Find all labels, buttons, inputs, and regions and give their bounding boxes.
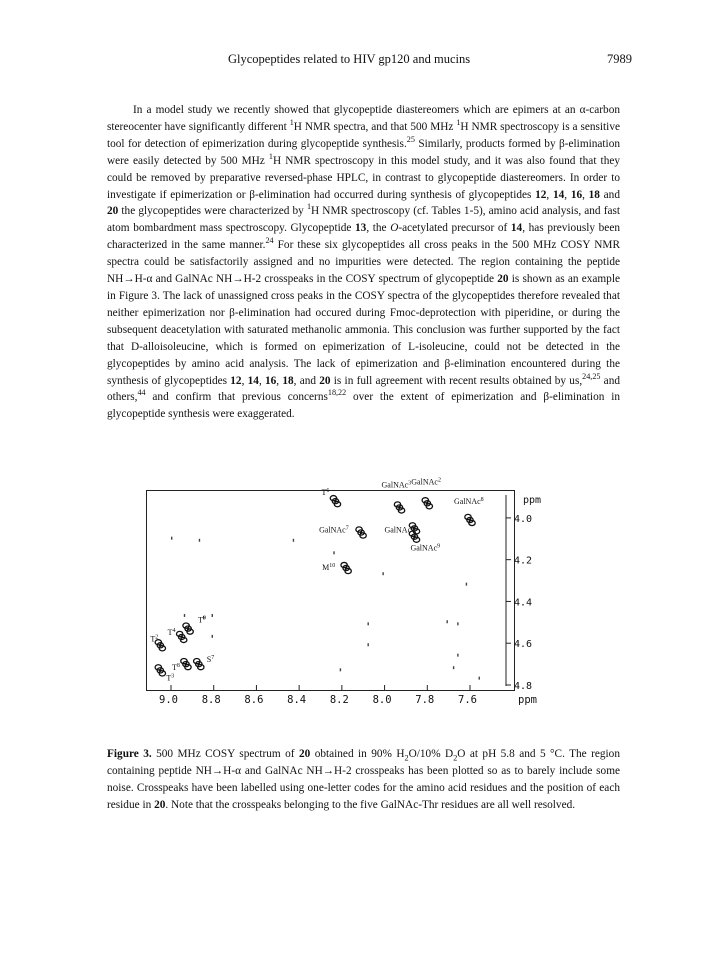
paragraph-run: 20 xyxy=(107,205,119,218)
y-tick-label: 4.6 xyxy=(514,639,533,651)
paragraph-run: 18 xyxy=(282,374,294,387)
noise-speck xyxy=(466,583,467,586)
paragraph-run: 14 xyxy=(247,374,259,387)
caption-run: 500 MHz COSY spectrum of xyxy=(151,748,299,760)
x-tick-label: 9.0 xyxy=(159,694,178,706)
crosspeak-label: GalNAc$^7$ xyxy=(319,525,349,535)
caption-run: 2 xyxy=(404,753,409,763)
noise-speck xyxy=(479,677,480,680)
running-head xyxy=(0,52,711,68)
cosy-spectrum-plot xyxy=(147,477,542,692)
crosspeak-label: $T^8$ xyxy=(171,663,180,673)
noise-speck xyxy=(199,539,200,542)
cosy-spectrum-figure xyxy=(146,477,542,692)
noise-speck xyxy=(184,614,185,617)
crosspeak-t6 xyxy=(330,496,340,507)
caption-run: 20 xyxy=(154,799,166,811)
paragraph-run: Similarly, products formed by β-elimination were easily detected by 500 MHz xyxy=(107,137,620,167)
caption-run: 2 xyxy=(453,753,458,763)
crosspeak-label: GalNAc$^4$ xyxy=(384,525,415,535)
paragraph-run: , xyxy=(564,188,571,201)
paragraph-run: 16 xyxy=(265,374,277,387)
x-tick-label: 7.8 xyxy=(415,694,435,706)
noise-speck xyxy=(212,614,213,617)
noise-speck xyxy=(340,668,341,671)
paragraph-run: 1 xyxy=(289,118,294,128)
crosspeak-t3 xyxy=(155,665,165,676)
noise-speck xyxy=(367,643,368,646)
caption-run: O at pH 5.8 and 5 °C. The region containing peptide NH→H-α and GalNAc NH→H-2 crosspeaks has been plotted so as to barely include some noise. Crosspeaks have been labelled using one-letter codes for the amino acid residues and the position of each residue in xyxy=(107,748,620,811)
x-tick-label: 8.2 xyxy=(329,694,349,706)
crosspeak-m10 xyxy=(341,562,351,573)
y-tick-label: 4.4 xyxy=(514,597,533,609)
paragraph-run: 18 xyxy=(588,188,600,201)
paragraph-run: 24 xyxy=(265,236,274,246)
noise-speck xyxy=(293,539,294,542)
x-axis-labels xyxy=(146,694,566,708)
caption-run: 20 xyxy=(298,748,311,760)
paragraph-run: , xyxy=(276,374,283,387)
paragraph-run: 14 xyxy=(552,188,565,201)
paragraph-run: In a model study we recently showed that glycopeptide diastereomers which are epimers at an α-carbon stereocenter have significantly different xyxy=(107,104,620,133)
y-tick-label: 4.0 xyxy=(514,513,533,525)
y-tick-label: 4.8 xyxy=(514,681,533,692)
body-paragraph xyxy=(107,102,620,423)
crosspeak-label: $T^2$ xyxy=(150,634,159,644)
crosspeak-label: $M^{10}$ xyxy=(322,563,336,573)
paragraph-run: O xyxy=(390,222,399,235)
crosspeak-label: $T^6$ xyxy=(321,488,330,498)
paragraph-run: For these six glycopeptides all cross peaks in the 500 MHz COSY NMR spectra could be satisfactorily assigned and no impurities were detected. The region containing the peptide NH→H-α and GalNAc NH→H-2 crosspeaks in the COSY spectrum of glycopeptide xyxy=(107,239,620,286)
crosspeak-label: GalNAc$^2$ xyxy=(411,477,441,487)
crosspeak-label: GalNAc$^8$ xyxy=(454,496,484,506)
noise-speck xyxy=(171,537,172,540)
crosspeak-t2 xyxy=(155,640,165,651)
paragraph-run: , and xyxy=(293,374,320,387)
paragraph-run: , xyxy=(546,188,553,201)
figure-caption xyxy=(107,746,620,814)
crosspeak-label: $T^4$ xyxy=(167,627,176,637)
noise-speck xyxy=(382,572,383,575)
paragraph-run: 1 xyxy=(268,151,273,161)
caption-run: Figure 3. xyxy=(107,748,152,760)
caption-run: O/10% D xyxy=(408,748,454,760)
crosspeak-label: $T^9$ xyxy=(198,615,206,625)
caption-run: obtained in 90% H xyxy=(310,748,405,760)
paragraph-run: -acetylated precursor of xyxy=(398,222,511,235)
x-tick-label: 8.6 xyxy=(244,694,264,706)
crosspeak-s7 xyxy=(194,659,204,670)
paragraph-run: 20 xyxy=(497,273,509,286)
x-tick-label: 8.0 xyxy=(372,694,392,706)
y-tick-label: 4.2 xyxy=(514,555,533,567)
crosspeak-label: $S^7$ xyxy=(206,655,215,665)
paragraph-run: 44 xyxy=(137,388,146,398)
paragraph-run: 12 xyxy=(535,188,547,201)
paragraph-run: is shown as an example in Figure 3. The lack of unassigned cross peaks in the COSY spectra of the glycopeptides therefore revealed that neither epimerization nor β-elimination had occured during Fmoc-deprotection with piperidine, or during the subsequent deacetylation with saturated methanolic ammonia. This conclusion was further supported by the fact that D-alloisoleucine, which is formed on epimerization of L-isoleucine, could not be detected in the glycopeptides by amino acid analysis. The lack of epimerization and β-elimination encountered during the synthesis of glycopeptides xyxy=(107,273,620,387)
crosspeak-t9 xyxy=(183,623,193,634)
crosspeak-galnac8 xyxy=(465,514,475,525)
paragraph-run: is in full agreement with recent results obtained by us, xyxy=(330,374,583,387)
crosspeak-label: GalNAc$^9$ xyxy=(410,543,441,553)
noise-speck xyxy=(212,635,213,638)
paragraph-run: H NMR spectroscopy (cf. Tables 1-5), amino acid analysis, and fast atom bombardment mass spectroscopy. Glycopeptide xyxy=(107,205,621,235)
paragraph-run: , the xyxy=(366,222,391,235)
paragraph-run: H NMR spectroscopy in this model study, and it was also found that they could be removed by preparative reversed-phase HPLC, in contrast to glycopeptide diastereomers. In order to investigate if epimerization or β-elimination had occurred during synthesis of glycopeptides xyxy=(107,154,620,201)
paragraph-run: , xyxy=(241,374,248,387)
crosspeak-t8 xyxy=(181,659,191,670)
x-tick-label: 8.4 xyxy=(287,694,307,706)
x-tick-label: 7.6 xyxy=(458,694,477,706)
crosspeak-galnac3 xyxy=(394,502,404,513)
crosspeak-t4 xyxy=(176,631,186,642)
running-title: Glycopeptides related to HIV gp120 and mucins xyxy=(228,52,471,66)
paragraph-run: 25 xyxy=(406,135,415,145)
noise-speck xyxy=(367,622,368,625)
noise-speck xyxy=(333,551,334,554)
paragraph-run: H NMR spectra, and that 500 MHz xyxy=(293,120,457,133)
paragraph-run: the glycopeptides were characterized by xyxy=(118,205,307,218)
paragraph-run: H NMR spectroscopy is a sensitive tool for detection of epimerization during glycopeptide synthesis. xyxy=(107,120,620,150)
paragraph-run: 13 xyxy=(355,222,367,235)
page-number: 7989 xyxy=(607,52,632,66)
noise-speck xyxy=(453,666,454,669)
noise-speck xyxy=(457,654,458,657)
x-tick-label: 8.8 xyxy=(201,694,221,706)
paragraph-run: , xyxy=(258,374,265,387)
paragraph-run: over the extent of epimerization and β-elimination in glycopeptide synthesis were exaggerated. xyxy=(107,391,620,421)
paragraph-run: 20 xyxy=(319,374,331,387)
paragraph-run: 12 xyxy=(230,374,242,387)
paragraph-run: 18,22 xyxy=(327,388,347,398)
paragraph-run: and others, xyxy=(107,374,620,404)
crosspeak-galnac2 xyxy=(422,498,432,509)
noise-speck xyxy=(447,620,448,623)
crosspeak-label: GalNAc$^3$ xyxy=(381,480,412,490)
x-axis-label: ppm xyxy=(518,694,537,706)
paragraph-run: and confirm that previous concerns xyxy=(145,391,328,404)
noise-speck xyxy=(457,622,458,625)
y-axis-label: ppm xyxy=(523,495,542,506)
paragraph-run: , xyxy=(582,188,589,201)
paragraph-run: , has previously been characterized in the same manner. xyxy=(107,222,620,252)
paragraph-run: 1 xyxy=(306,202,312,212)
paragraph-run: 24,25 xyxy=(582,371,601,381)
paragraph-run: and xyxy=(599,188,620,201)
caption-run: . Note that the crosspeaks belonging to the five GalNAc-Thr residues are all well resolved. xyxy=(165,799,576,811)
paragraph-run: 1 xyxy=(456,118,461,128)
crosspeak-label: $T^3$ xyxy=(166,673,175,683)
crosspeak-galnac7 xyxy=(356,527,366,538)
paragraph-run: 16 xyxy=(570,188,583,201)
paragraph-run: 14 xyxy=(510,222,523,235)
